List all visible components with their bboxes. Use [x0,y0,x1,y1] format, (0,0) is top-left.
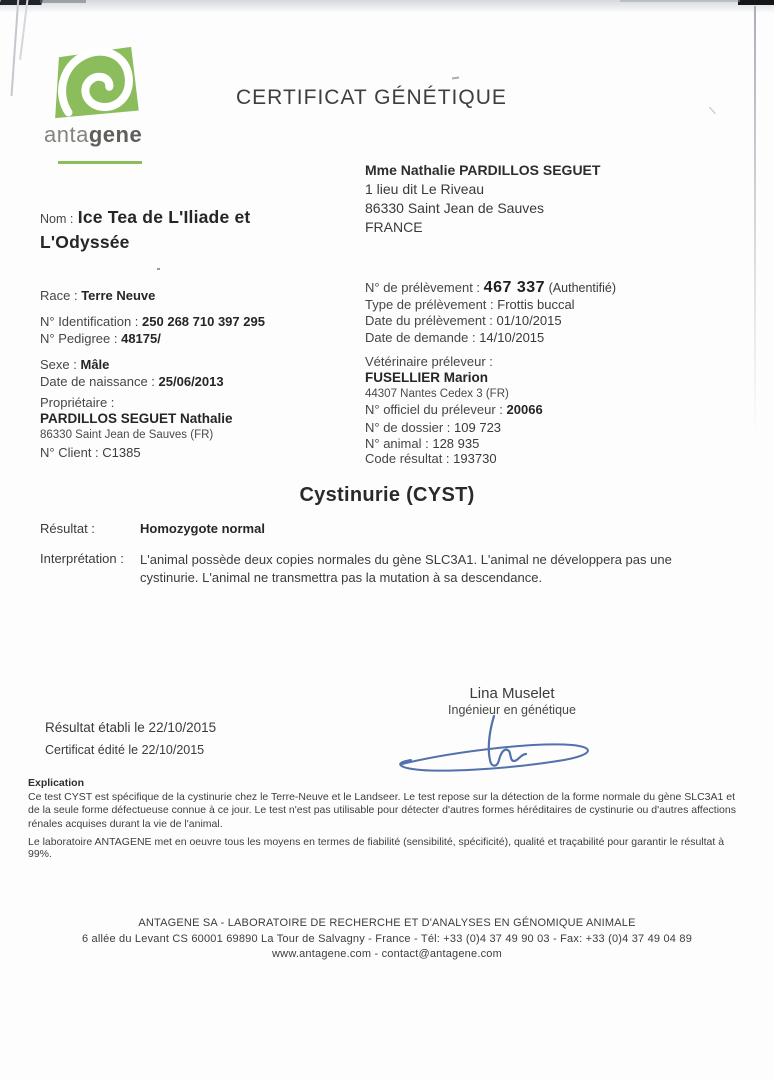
explanation-heading: Explication [28,777,85,789]
explanation-block [28,777,736,831]
footer-lab-address: 6 allée du Levant CS 60001 69890 La Tour de Salvagny - France - Tél: +33 (0)4 37 49 90 03 - Fax: +33 (0)4 37 49 04 89 [81,932,693,945]
guarantee-text: Le laboratoire ANTAGENE met en oeuvre tous les moyens en termes de fiabilité (sensibilité, spécificité), qualité et traçabilité pour garantir le résultat à 99%. [28,836,725,860]
dossier-label: N° de dossier : [365,420,451,435]
animal-number-value: 128 935 [432,435,480,451]
brand-anta: anta [44,122,89,147]
sex-birth-block [40,356,224,390]
scan-artifact-topright [738,0,774,5]
animal-number-label: N° animal : [365,435,429,451]
result-value: Homozygote normal [140,521,265,536]
client-row [40,444,233,461]
scan-speck [452,77,459,80]
animal-number-row [365,436,501,452]
birthdate-label: Date de naissance : [40,374,155,389]
recipient-address-line1: 1 lieu dit Le Riveau [365,181,485,197]
sex-value: Mâle [80,357,110,372]
interpretation-text: L'animal possède deux copies normales du gène SLC3A1. L'animal ne développera pas une cystinurie. L'animal ne transmettra pas la mutation à sa descendance. [140,552,672,585]
request-date-row [365,330,616,347]
certificate-edited-date: Certificat édité le 22/10/2015 [45,743,205,757]
sample-number-value: 467 337 [483,279,546,296]
sample-date-row [365,313,616,330]
lab-footer [0,916,774,963]
veterinarian-block [365,354,543,418]
sample-block [365,280,616,346]
pedigree-label: N° Pedigree : [40,331,118,346]
scan-artifact-left-edge [11,0,20,96]
result-code-row [365,451,501,467]
owner-name: PARDILLOS SEGUET Nathalie [40,411,233,426]
pedigree-row [40,330,265,347]
scan-artifact-topleft-2 [40,0,86,3]
dossier-row [365,420,501,436]
recipient-address-line2: 86330 Saint Jean de Sauves [365,200,545,216]
identification-row [40,313,265,330]
brand-underline [58,161,142,164]
handwritten-signature [396,714,606,778]
birthdate-value: 25/06/2013 [158,374,224,389]
interpretation-label: Interprétation : [40,551,124,566]
animal-name-block [40,206,298,255]
owner-address: 86330 Saint Jean de Sauves (FR) [40,429,214,441]
signer-name: Lina Muselet [469,685,555,702]
scan-artifact-topleft [0,0,43,5]
client-label: N° Client : [40,445,99,460]
dossier-value: 109 723 [454,420,502,435]
explanation-body: Ce test CYST est spécifique de la cystinurie chez le Terre-Neuve et le Landseer. Le test repose sur la détection de la forme normale du gène SLC3A1 et de la seule forme défectueuse connue à ce jour. Le test n'est pas utilisable pour détecter d'autres formes héréditaires de cystinurie ou d'autres affections rénales acquises durant la vie de l'animal. [28,790,736,830]
sample-authenticated-tag: (Authentifié) [548,281,617,295]
result-code-value: 193730 [453,451,497,466]
sample-number-row [365,280,616,297]
sample-date-label: Date du prélèvement : [365,313,493,328]
official-number-value: 20066 [506,402,543,417]
owner-label: Propriétaire : [40,395,115,410]
footer-lab-contact: www.antagene.com - contact@antagene.com [272,948,502,960]
veterinarian-label: Vétérinaire préleveur : [365,354,493,369]
dossier-block [365,420,501,467]
antagene-spiral-icon [50,44,142,120]
identification-label: N° Identification : [40,314,139,329]
veterinarian-name: FUSELLIER Marion [365,370,489,385]
brand-gene: gene [88,122,143,147]
sample-date-value: 01/10/2015 [496,313,562,328]
signer-role: Ingénieur en génétique [448,703,576,717]
scan-speck [709,107,716,114]
pedigree-value: 48175/ [121,331,161,346]
birthdate-row [40,373,224,390]
result-code-label: Code résultat : [365,451,450,466]
identification-value: 250 268 710 397 295 [142,314,265,329]
sample-type-row [365,297,616,314]
test-title: Cystinurie (CYST) [299,484,475,506]
client-value: C1385 [102,445,141,460]
owner-block [40,394,233,461]
race-row [40,287,155,304]
signer-block [402,685,622,717]
official-number-row [365,402,543,418]
sample-type-label: Type de prélèvement : [365,296,494,312]
sample-type-value: Frottis buccal [497,296,575,312]
animal-name-label: Nom : [40,212,74,226]
result-established-date: Résultat établi le 22/10/2015 [45,720,217,735]
recipient-name: Mme Nathalie PARDILLOS SEGUET [365,162,601,178]
antagene-logo [42,44,172,164]
race-value: Terre Neuve [81,288,156,303]
animal-name-value: Ice Tea de L'Iliade et L'Odyssée [40,207,251,252]
request-date-value: 14/10/2015 [479,329,545,345]
scan-artifact-right-edge [754,6,756,436]
scan-speck [157,268,160,270]
veterinarian-address: 44307 Nantes Cedex 3 (FR) [365,388,509,400]
brand-wordmark [44,122,172,148]
sex-label: Sexe : [40,357,77,372]
footer-lab-name: ANTAGENE SA - LABORATOIRE DE RECHERCHE ET D'ANALYSES EN GÉNOMIQUE ANIMALE [138,917,636,929]
identification-block [40,313,265,347]
sex-row [40,356,224,373]
result-label: Résultat : [40,521,95,536]
scan-artifact-topright-2 [620,0,740,2]
document-title: CERTIFICAT GÉNÉTIQUE [236,86,507,109]
request-date-label: Date de demande : [365,329,476,345]
sample-number-label: N° de prélèvement : [365,280,481,295]
recipient-address-block [365,161,600,237]
race-label: Race : [40,288,78,303]
official-number-label: N° officiel du préleveur : [365,402,503,417]
recipient-country: FRANCE [365,219,423,235]
